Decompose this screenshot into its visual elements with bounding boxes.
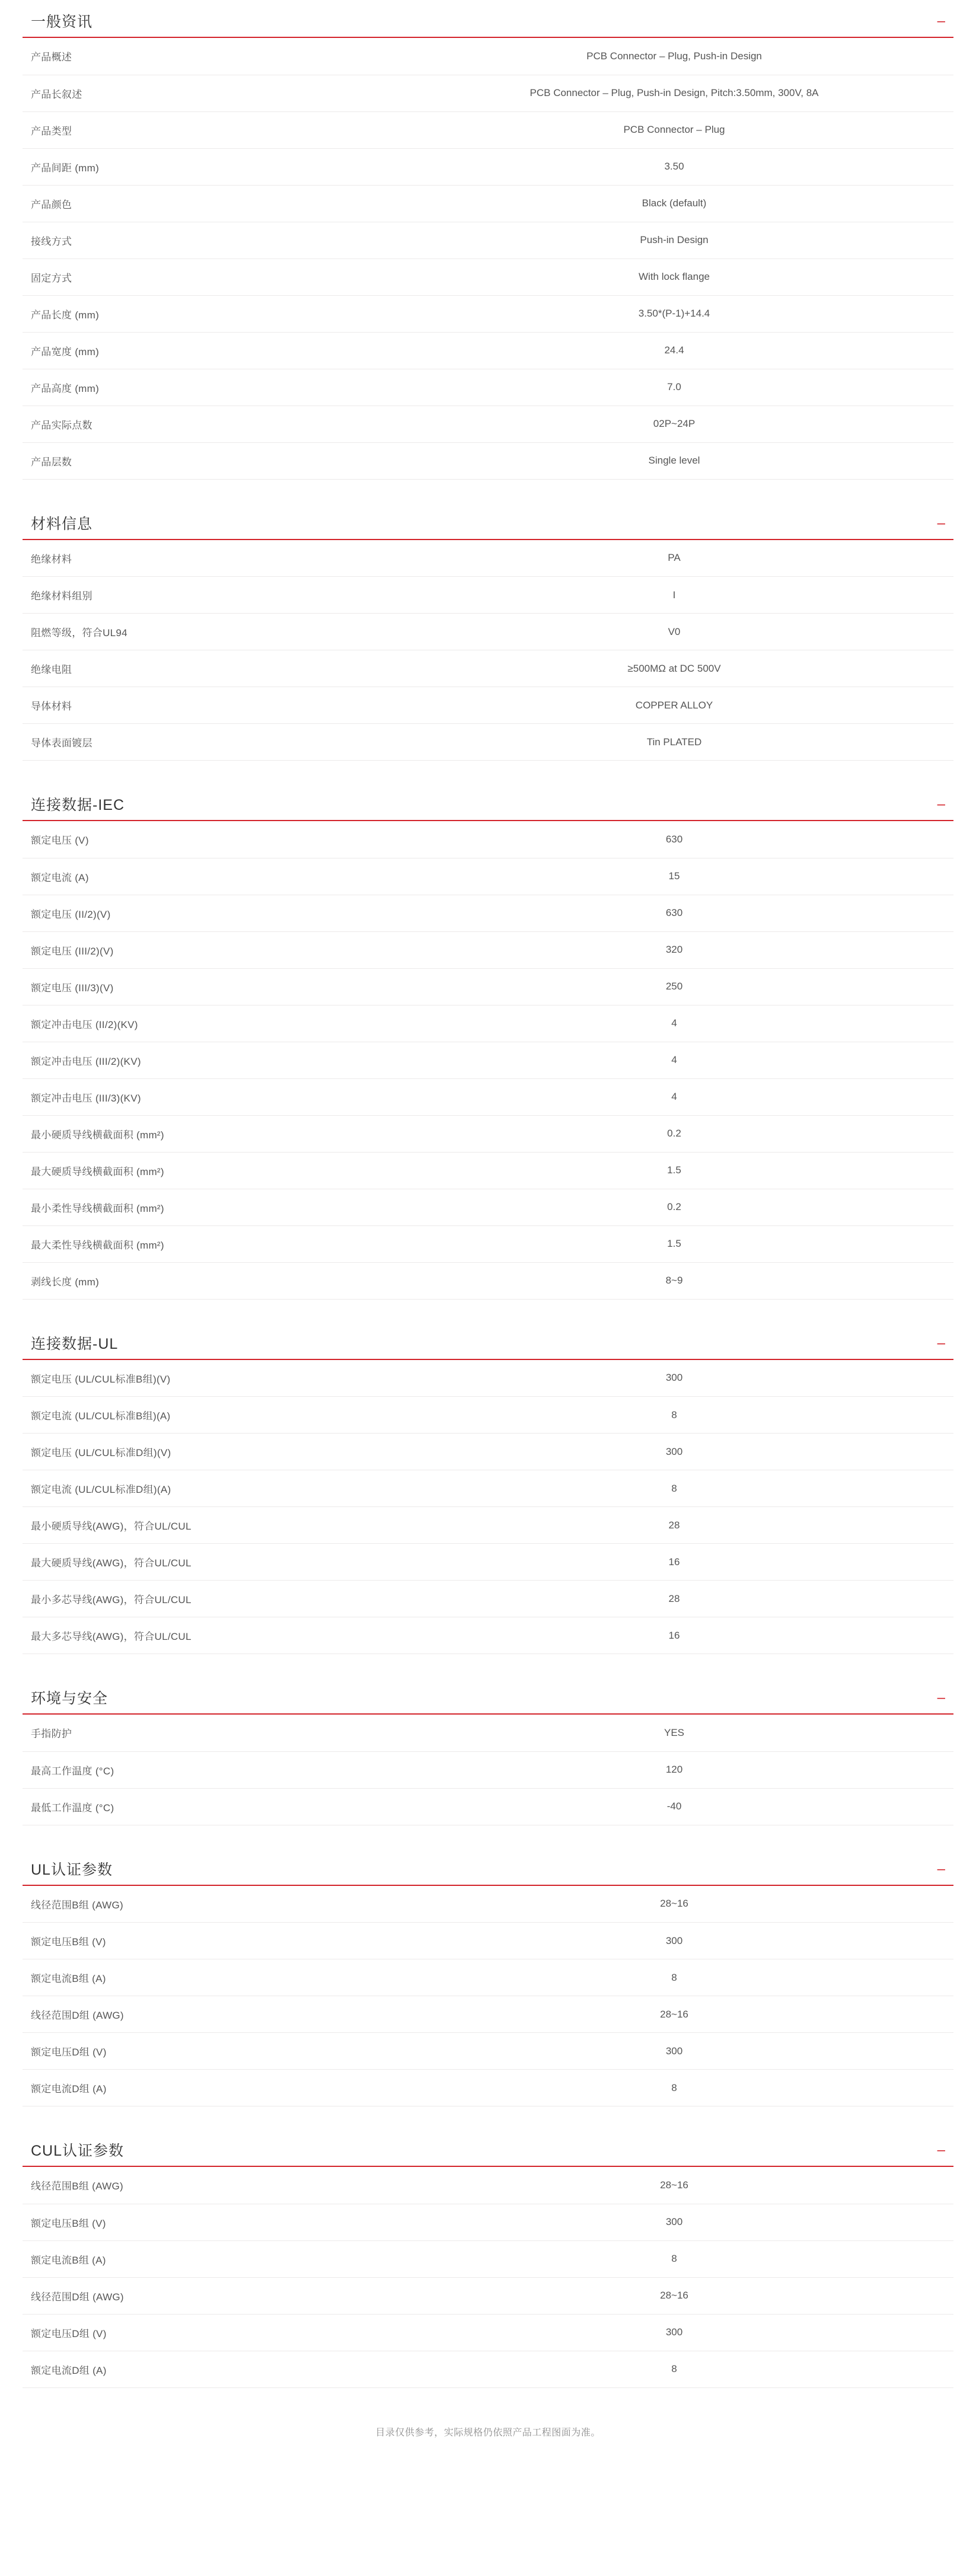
spec-value: 4 [395,1042,953,1078]
spec-label: 线径范围B组 (AWG) [23,2167,395,2204]
table-row [23,442,953,479]
table-row [23,968,953,1005]
spec-table [23,540,953,761]
table-row [23,185,953,222]
spec-value: -40 [395,1788,953,1825]
spec-section [0,1336,976,1655]
table-row [23,1262,953,1299]
table-row [23,2204,953,2240]
table-row [23,1360,953,1397]
spec-section [0,797,976,1300]
collapse-minus-icon[interactable]: – [937,796,945,812]
spec-value: 16 [395,1544,953,1581]
table-row [23,1115,953,1152]
table-row [23,75,953,111]
spec-value: 02P~24P [395,406,953,442]
spec-value: 3.50*(P-1)+14.4 [395,295,953,332]
spec-value: PCB Connector – Plug [395,111,953,148]
spec-value: 8 [395,1397,953,1434]
collapse-minus-icon[interactable]: – [937,1690,945,1706]
table-row [23,222,953,258]
spec-label: 线径范围B组 (AWG) [23,1886,395,1923]
spec-label: 额定电压D组 (V) [23,2033,395,2070]
spec-value: 8 [395,2351,953,2387]
table-row [23,406,953,442]
spec-value: 28 [395,1581,953,1617]
spec-value: 0.2 [395,1189,953,1225]
spec-label: 最低工作温度 (°C) [23,1788,395,1825]
table-row [23,2351,953,2387]
table-row [23,724,953,761]
collapse-minus-icon[interactable]: – [937,515,945,531]
table-row [23,1788,953,1825]
spec-value: PA [395,540,953,577]
spec-value: ≥500MΩ at DC 500V [395,650,953,687]
spec-value: 8 [395,2240,953,2277]
table-row [23,1923,953,1959]
spec-label: 额定电压D组 (V) [23,2314,395,2351]
table-row [23,1507,953,1544]
table-row [23,687,953,724]
spec-label: 额定电压 (UL/CUL标准D组)(V) [23,1434,395,1470]
spec-value: 28~16 [395,1996,953,2033]
spec-label: 最大硬质导线横截面积 (mm²) [23,1152,395,1189]
spec-value: 28~16 [395,2277,953,2314]
spec-label: 额定电压B组 (V) [23,1923,395,1959]
spec-label: 额定冲击电压 (III/3)(KV) [23,1078,395,1115]
spec-section [0,2143,976,2388]
spec-label: 导体材料 [23,687,395,724]
spec-label: 导体表面镀层 [23,724,395,761]
table-row [23,2033,953,2070]
spec-value: 300 [395,2033,953,2070]
spec-label: 额定电流 (A) [23,858,395,895]
spec-value: 28~16 [395,2167,953,2204]
section-header[interactable] [23,1691,953,1715]
spec-label: 额定冲击电压 (II/2)(KV) [23,1005,395,1042]
spec-label: 额定电压 (II/2)(V) [23,895,395,931]
table-row [23,895,953,931]
spec-value: 7.0 [395,369,953,406]
collapse-minus-icon[interactable]: – [937,2142,945,2158]
spec-table [23,38,953,480]
spec-label: 产品颜色 [23,185,395,222]
table-row [23,1959,953,1996]
spec-label: 额定电流D组 (A) [23,2351,395,2387]
spec-table [23,1360,953,1655]
spec-label: 额定冲击电压 (III/2)(KV) [23,1042,395,1078]
footer-note: 目录仅供参考，实际规格仍依照产品工程图面为准。 [375,2427,601,2438]
table-row [23,295,953,332]
spec-label: 额定电压 (III/3)(V) [23,968,395,1005]
section-title: 连接数据-IEC [31,797,125,813]
table-row [23,821,953,858]
spec-table [23,1715,953,1825]
spec-value: 28~16 [395,1886,953,1923]
table-row [23,2070,953,2106]
table-row [23,258,953,295]
table-row [23,650,953,687]
spec-value: V0 [395,614,953,650]
table-row [23,1886,953,1923]
table-row [23,931,953,968]
table-row [23,1005,953,1042]
spec-value: 120 [395,1751,953,1788]
table-row [23,1225,953,1262]
spec-section [0,14,976,480]
spec-label: 额定电流B组 (A) [23,2240,395,2277]
table-row [23,148,953,185]
collapse-minus-icon[interactable]: – [937,13,945,29]
spec-value: 8~9 [395,1262,953,1299]
table-row [23,1078,953,1115]
table-row [23,577,953,614]
spec-label: 额定电流B组 (A) [23,1959,395,1996]
spec-label: 产品长度 (mm) [23,295,395,332]
spec-value: 24.4 [395,332,953,369]
section-header[interactable] [23,2143,953,2167]
section-title: CUL认证参数 [31,2143,125,2159]
table-row [23,2314,953,2351]
spec-value: 28 [395,1507,953,1544]
spec-section [0,516,976,761]
spec-label: 额定电压 (UL/CUL标准B组)(V) [23,1360,395,1397]
table-row [23,614,953,650]
spec-label: 接线方式 [23,222,395,258]
table-row [23,1434,953,1470]
spec-value: COPPER ALLOY [395,687,953,724]
section-title: 材料信息 [31,515,93,532]
spec-label: 绝缘材料 [23,540,395,577]
spec-table [23,821,953,1300]
table-row [23,2240,953,2277]
spec-value: 8 [395,2070,953,2106]
spec-value: 320 [395,931,953,968]
section-title: UL认证参数 [31,1861,113,1878]
spec-value: Single level [395,442,953,479]
spec-section [0,1691,976,1825]
spec-value: With lock flange [395,258,953,295]
collapse-minus-icon[interactable]: – [937,1860,945,1877]
spec-label: 绝缘材料组别 [23,577,395,614]
spec-label: 额定电压 (V) [23,821,395,858]
spec-label: 最大多芯导线(AWG)，符合UL/CUL [23,1617,395,1654]
table-row [23,1470,953,1507]
spec-value: Push-in Design [395,222,953,258]
table-row [23,540,953,577]
spec-label: 最小柔性导线横截面积 (mm²) [23,1189,395,1225]
spec-label: 最大硬质导线(AWG)，符合UL/CUL [23,1544,395,1581]
spec-value: 8 [395,1470,953,1507]
spec-value: PCB Connector – Plug, Push-in Design [395,38,953,75]
spec-label: 产品概述 [23,38,395,75]
spec-value: 4 [395,1005,953,1042]
spec-value: I [395,577,953,614]
spec-value: 0.2 [395,1115,953,1152]
spec-value: 1.5 [395,1225,953,1262]
spec-value: 300 [395,1434,953,1470]
spec-value: Tin PLATED [395,724,953,761]
spec-table [23,2167,953,2388]
spec-value: YES [395,1715,953,1751]
table-row [23,858,953,895]
spec-value: 16 [395,1617,953,1654]
spec-value: 15 [395,858,953,895]
spec-value: 8 [395,1959,953,1996]
spec-value: 3.50 [395,148,953,185]
spec-label: 剥线长度 (mm) [23,1262,395,1299]
spec-label: 手指防护 [23,1715,395,1751]
section-header[interactable] [23,1336,953,1360]
spec-label: 线径范围D组 (AWG) [23,2277,395,2314]
spec-label: 阻燃等级，符合UL94 [23,614,395,650]
section-header[interactable] [23,797,953,821]
section-title: 环境与安全 [31,1690,109,1707]
spec-label: 产品长叙述 [23,75,395,111]
spec-label: 产品间距 (mm) [23,148,395,185]
table-row [23,1397,953,1434]
spec-label: 额定电流 (UL/CUL标准D组)(A) [23,1470,395,1507]
spec-label: 最大柔性导线横截面积 (mm²) [23,1225,395,1262]
table-row [23,2277,953,2314]
spec-label: 额定电压B组 (V) [23,2204,395,2240]
table-row [23,1751,953,1788]
spec-value: 4 [395,1078,953,1115]
spec-label: 最高工作温度 (°C) [23,1751,395,1788]
spec-value: 300 [395,1923,953,1959]
spec-value: PCB Connector – Plug, Push-in Design, Pitch:3.50mm, 300V, 8A [395,75,953,111]
spec-value: 630 [395,821,953,858]
spec-label: 最小多芯导线(AWG)，符合UL/CUL [23,1581,395,1617]
spec-label: 最小硬质导线(AWG)，符合UL/CUL [23,1507,395,1544]
spec-table [23,1886,953,2107]
section-header[interactable] [23,516,953,540]
spec-label: 线径范围D组 (AWG) [23,1996,395,2033]
spec-label: 最小硬质导线横截面积 (mm²) [23,1115,395,1152]
spec-label: 产品实际点数 [23,406,395,442]
table-row [23,1042,953,1078]
table-row [23,1189,953,1225]
table-row [23,1996,953,2033]
table-row [23,2167,953,2204]
table-row [23,1581,953,1617]
spec-label: 额定电流D组 (A) [23,2070,395,2106]
spec-value: 630 [395,895,953,931]
table-row [23,1715,953,1751]
spec-value: 250 [395,968,953,1005]
spec-label: 绝缘电阻 [23,650,395,687]
table-row [23,1617,953,1654]
spec-value: 300 [395,2314,953,2351]
spec-label: 产品层数 [23,442,395,479]
spec-label: 产品高度 (mm) [23,369,395,406]
section-header[interactable] [23,1862,953,1886]
spec-label: 产品类型 [23,111,395,148]
table-row [23,38,953,75]
table-row [23,111,953,148]
section-title: 连接数据-UL [31,1335,119,1352]
spec-value: 1.5 [395,1152,953,1189]
section-title: 一般资讯 [31,14,93,30]
collapse-minus-icon[interactable]: – [937,1335,945,1351]
spec-sheet [0,14,976,2462]
table-row [23,1152,953,1189]
section-header[interactable] [23,14,953,38]
sections-container [0,14,976,2388]
table-row [23,1544,953,1581]
table-row [23,369,953,406]
spec-label: 产品宽度 (mm) [23,332,395,369]
spec-value: 300 [395,2204,953,2240]
spec-section [0,1862,976,2107]
spec-label: 额定电压 (III/2)(V) [23,931,395,968]
spec-value: Black (default) [395,185,953,222]
spec-label: 固定方式 [23,258,395,295]
table-row [23,332,953,369]
spec-label: 额定电流 (UL/CUL标准B组)(A) [23,1397,395,1434]
spec-value: 300 [395,1360,953,1397]
